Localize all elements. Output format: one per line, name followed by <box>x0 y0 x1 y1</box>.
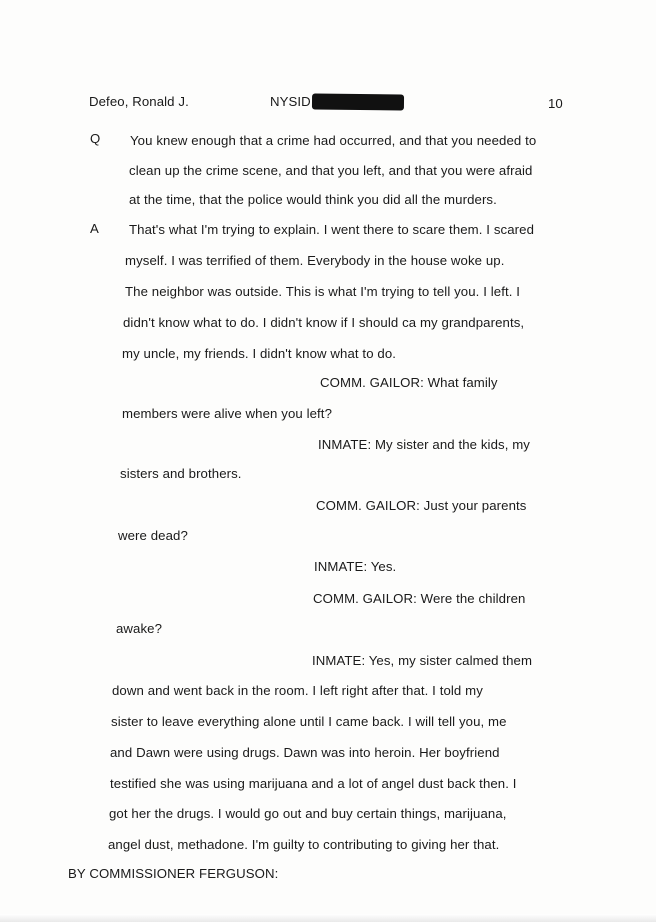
transcript-line: INMATE: Yes, my sister calmed them <box>312 653 533 668</box>
page-number: 10 <box>548 96 563 111</box>
transcript-line: my uncle, my friends. I didn't know what to do. <box>122 346 397 361</box>
transcript-line: INMATE: My sister and the kids, my <box>318 437 531 452</box>
transcript-line: sister to leave everything alone until I came back. I will tell you, me <box>111 714 507 729</box>
transcript-line: clean up the crime scene, and that you left, and that you were afraid <box>129 163 533 178</box>
answer-marker: A <box>90 221 99 236</box>
transcript-line: didn't know what to do. I didn't know if I should ca my grandparents, <box>123 315 525 330</box>
scan-edge-shadow <box>0 914 656 922</box>
transcript-line: angel dust, methadone. I'm guilty to contributing to giving her that. <box>108 837 500 852</box>
transcript-line: awake? <box>116 621 163 636</box>
transcript-line: testified she was using marijuana and a lot of angel dust back then. I <box>110 776 517 791</box>
section-heading: BY COMMISSIONER FERGUSON: <box>68 866 279 881</box>
header-name: Defeo, Ronald J. <box>89 94 189 109</box>
redaction-bar <box>312 94 404 111</box>
transcript-line: at the time, that the police would think you did all the murders. <box>129 192 497 207</box>
transcript-line: got her the drugs. I would go out and buy certain things, marijuana, <box>109 806 507 821</box>
transcript-line: COMM. GAILOR: Just your parents <box>316 498 527 513</box>
header-nysid-label: NYSID <box>270 94 311 109</box>
transcript-line: COMM. GAILOR: What family <box>320 375 498 390</box>
transcript-line: members were alive when you left? <box>122 406 332 421</box>
transcript-line: myself. I was terrified of them. Everybody in the house woke up. <box>125 253 505 268</box>
transcript-line: and Dawn were using drugs. Dawn was into heroin. Her boyfriend <box>110 745 500 760</box>
transcript-line: were dead? <box>118 528 188 543</box>
transcript-line: sisters and brothers. <box>120 466 242 481</box>
transcript-line: That's what I'm trying to explain. I went there to scare them. I scared <box>129 222 535 237</box>
transcript-line: You knew enough that a crime had occurred, and that you needed to <box>130 133 537 148</box>
transcript-line: INMATE: Yes. <box>314 559 397 574</box>
question-marker: Q <box>90 131 101 146</box>
transcript-line: COMM. GAILOR: Were the children <box>313 591 526 606</box>
transcript-line: The neighbor was outside. This is what I'm trying to tell you. I left. I <box>125 284 521 299</box>
transcript-line: down and went back in the room. I left right after that. I told my <box>112 683 483 698</box>
